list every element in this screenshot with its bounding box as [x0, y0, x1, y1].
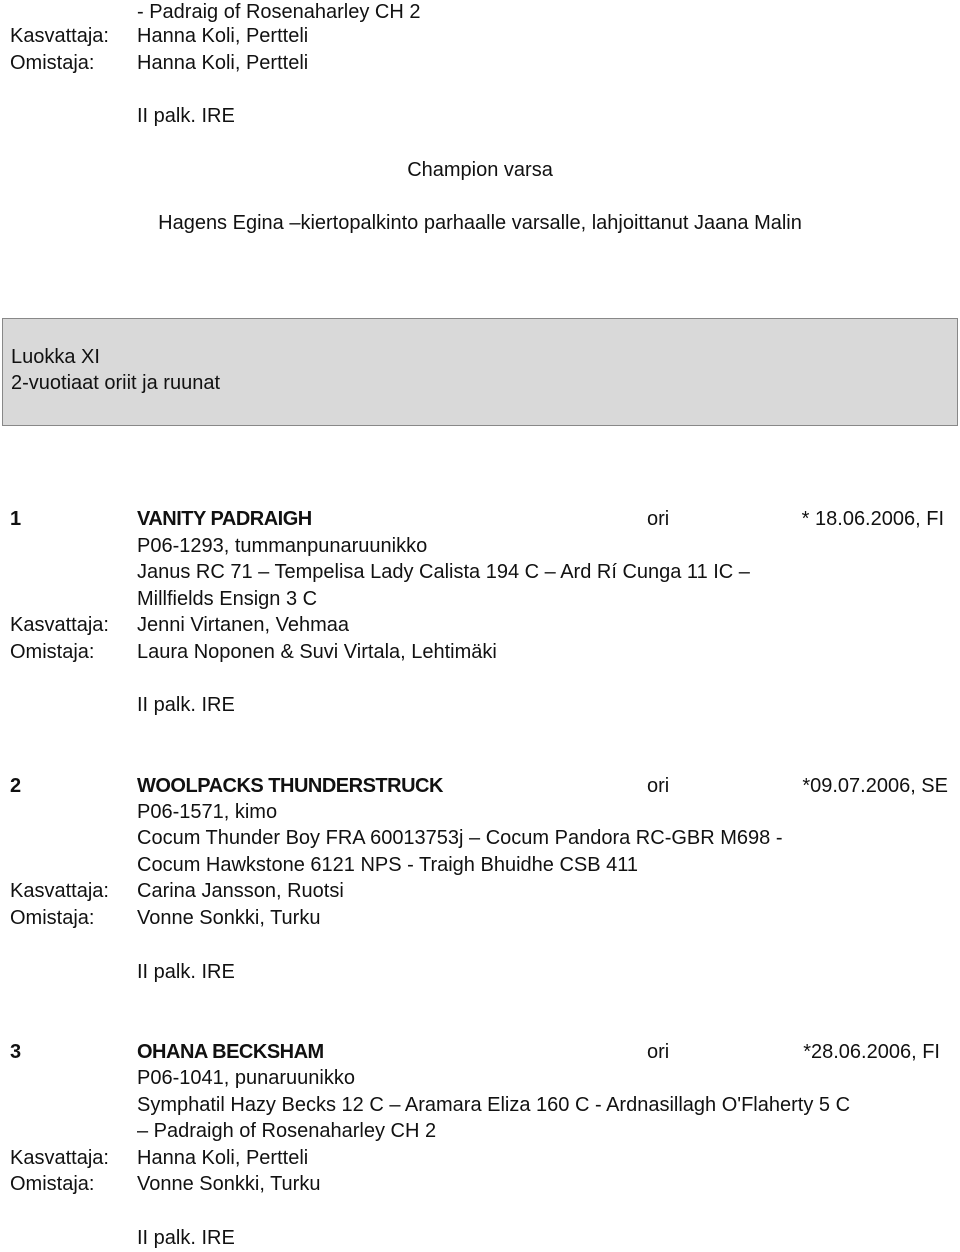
- entry-place: 2: [10, 775, 21, 797]
- entry-sex: ori: [647, 1041, 670, 1063]
- champion-prize: Hagens Egina –kiertopalkinto parhaalle varsalle, lahjoittanut Jaana Malin: [158, 212, 802, 234]
- award-text: II palk. IRE: [137, 961, 235, 983]
- owner-value: Hanna Koli, Pertteli: [137, 52, 309, 74]
- entry-place: 1: [10, 508, 21, 530]
- entry-place: 3: [10, 1041, 21, 1063]
- breeder-label: Kasvattaja:: [10, 1147, 109, 1169]
- entry-horse-name: VANITY PADRAIGH: [137, 508, 312, 530]
- entry-horse-name: WOOLPACKS THUNDERSTRUCK: [137, 775, 443, 797]
- breeder-label: Kasvattaja:: [10, 614, 109, 636]
- breeder-value: Hanna Koli, Pertteli: [137, 1147, 309, 1169]
- owner-value: Vonne Sonkki, Turku: [137, 1173, 321, 1195]
- owner-label: Omistaja:: [10, 641, 95, 663]
- class-description: 2-vuotiaat oriit ja ruunat: [11, 372, 221, 394]
- entry-birth: *28.06.2006, FI: [803, 1041, 940, 1063]
- pedigree-tail: - Padraig of Rosenaharley CH 2: [137, 1, 421, 23]
- entry-birth: *09.07.2006, SE: [802, 775, 948, 797]
- award-text: II palk. IRE: [137, 105, 235, 127]
- entry-pedigree-line1: Janus RC 71 – Tempelisa Lady Calista 194 C – Ard Rí Cunga 11 IC –: [137, 561, 750, 583]
- entry-registration: P06-1571, kimo: [137, 801, 278, 823]
- entry-birth: * 18.06.2006, FI: [801, 508, 944, 530]
- award-text: II palk. IRE: [137, 1227, 235, 1249]
- owner-label: Omistaja:: [10, 1173, 95, 1195]
- owner-value: Vonne Sonkki, Turku: [137, 907, 321, 929]
- entry-pedigree-line2: – Padraigh of Rosenaharley CH 2: [137, 1120, 437, 1142]
- owner-label: Omistaja:: [10, 52, 95, 74]
- class-name: Luokka XI: [11, 346, 100, 368]
- breeder-label: Kasvattaja:: [10, 25, 109, 47]
- award-text: II palk. IRE: [137, 694, 235, 716]
- owner-label: Omistaja:: [10, 907, 95, 929]
- entry-sex: ori: [647, 775, 670, 797]
- class-header-box: [2, 318, 958, 426]
- breeder-value: Jenni Virtanen, Vehmaa: [137, 614, 350, 636]
- breeder-value: Hanna Koli, Pertteli: [137, 25, 309, 47]
- owner-value: Laura Noponen & Suvi Virtala, Lehtimäki: [137, 641, 497, 663]
- entry-registration: P06-1041, punaruunikko: [137, 1067, 355, 1089]
- entry-pedigree-line2: Cocum Hawkstone 6121 NPS - Traigh Bhuidhe CSB 411: [137, 854, 639, 876]
- breeder-value: Carina Jansson, Ruotsi: [137, 880, 344, 902]
- entry-registration: P06-1293, tummanpunaruunikko: [137, 535, 428, 557]
- champion-title: Champion varsa: [407, 159, 553, 181]
- entry-horse-name: OHANA BECKSHAM: [137, 1041, 324, 1063]
- entry-pedigree-line2: Millfields Ensign 3 C: [137, 588, 318, 610]
- entry-sex: ori: [647, 508, 670, 530]
- breeder-label: Kasvattaja:: [10, 880, 109, 902]
- entry-pedigree-line1: Cocum Thunder Boy FRA 60013753j – Cocum Pandora RC-GBR M698 -: [137, 827, 783, 849]
- entry-pedigree-line1: Symphatil Hazy Becks 12 C – Aramara Eliza 160 C - Ardnasillagh O'Flaherty 5 C: [137, 1094, 851, 1116]
